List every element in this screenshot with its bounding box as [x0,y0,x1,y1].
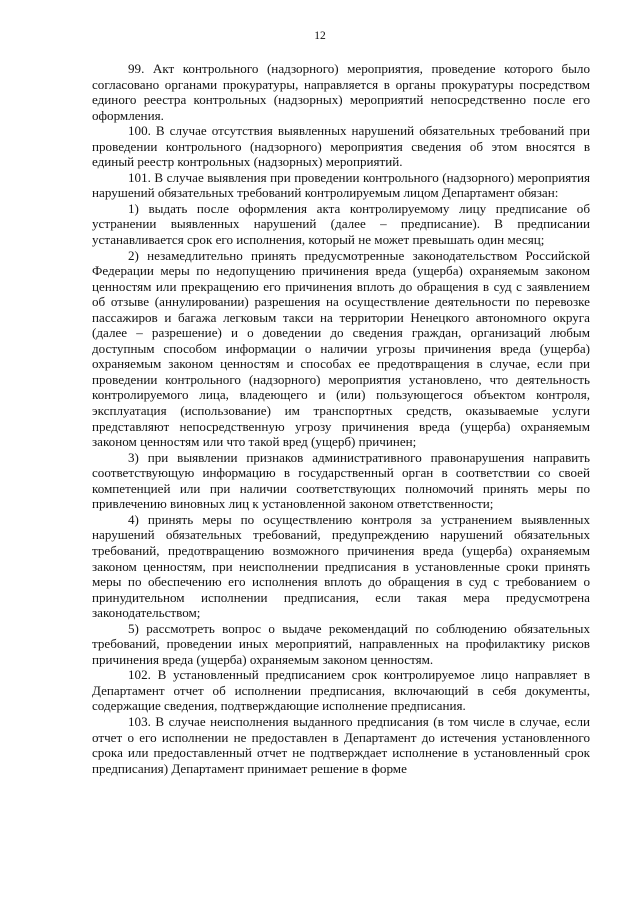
paragraph-101-item-5: 5) рассмотреть вопрос о выдаче рекомендаций по соблюдению обязательных требований, проведении иных мероприятий, направленных на профилактику рисков причинения вреда (ущерба) охраняемым законом ценностям. [92,620,590,667]
paragraph-101-item-1: 1) выдать после оформления акта контролируемому лицу предписание об устранении выявленных нарушений (далее – предписание). В предписании устанавливается срок его исполнения, который не может превышать один месяц; [92,200,590,248]
paragraph-101: 101. В случае выявления при проведении контрольного (надзорного) мероприятия нарушений обязательных требований контролируемым лицом Департамент обязан: [92,169,590,201]
paragraph-101-item-2: 2) незамедлительно принять предусмотренные законодательством Российской Федерации меры по недопущению причинения вреда (ущерба) охраняемым законом ценностям или прекращению его причинения вплоть до обращения в суд с заявлением об отзыве (аннулировании) разрешения на осуществление деятельности по перевозке пассажиров и багажа легковым такси на территории Ненецкого автономного округа (далее – разрешение) и о доведении до сведения граждан, организаций любым доступным способом информации о наличии угрозы причинения вреда (ущерба) охраняемым законом ценностям и способах ее предотвращения в случае, если при проведении контрольного (надзорного) мероприятия установлено, что деятельность контролируемого лица, владеющего и (или) пользующегося объектом контроля, эксплуатация (использование) им транспортных средств, оказываемые услуги представляют непосредственную угрозу причинения вреда (ущерба) охраняемым законом ценностям или что такой вред (ущерб) причинен; [92,247,590,450]
paragraph-100: 100. В случае отсутствия выявленных нарушений обязательных требований при проведении контрольного (надзорного) мероприятия сведения об этом вносятся в единый реестр контрольных (надзорных) мероприятий. [92,123,590,170]
paragraph-103: 103. В случае неисполнения выданного предписания (в том числе в случае, если отчет о его исполнении не предоставлен в Департамент до истечения установленного срока или предоставленный отчет не подтверждает исполнение в установленный срок предписания) Департамент принимает решение в форме [92,713,590,776]
paragraph-101-item-3: 3) при выявлении признаков административного правонарушения направить соответствующую информацию в государственный орган в соответствии со своей компетенцией или при наличии соответствующих полномочий принять меры по привлечению виновных лиц к установленной законом ответственности; [92,449,590,512]
paragraph-102: 102. В установленный предписанием срок контролируемое лицо направляет в Департамент отчет об исполнении предписания, включающий в себя документы, содержащие сведения, подтверждающие исполнение предписания. [92,667,590,714]
paragraph-99: 99. Акт контрольного (надзорного) мероприятия, проведение которого было согласовано органами прокуратуры, направляется в органы прокуратуры посредством единого реестра контрольных (надзорных) мероприятий непосредственно после его оформления. [92,61,590,123]
page-number: 12 [314,30,326,42]
paragraph-101-item-4: 4) принять меры по осуществлению контроля за устранением выявленных нарушений обязательных требований, предупреждению нарушений обязательных требований, предотвращению возможного причинения вреда (ущерба) охраняемым законом ценностям, при неисполнении предписания в установленные сроки принять меры по обеспечению его исполнения вплоть до обращения в суд с требованием о принудительном исполнении предписания, если такая мера предусмотрена законодательством; [92,511,590,621]
document-body [92,61,590,776]
